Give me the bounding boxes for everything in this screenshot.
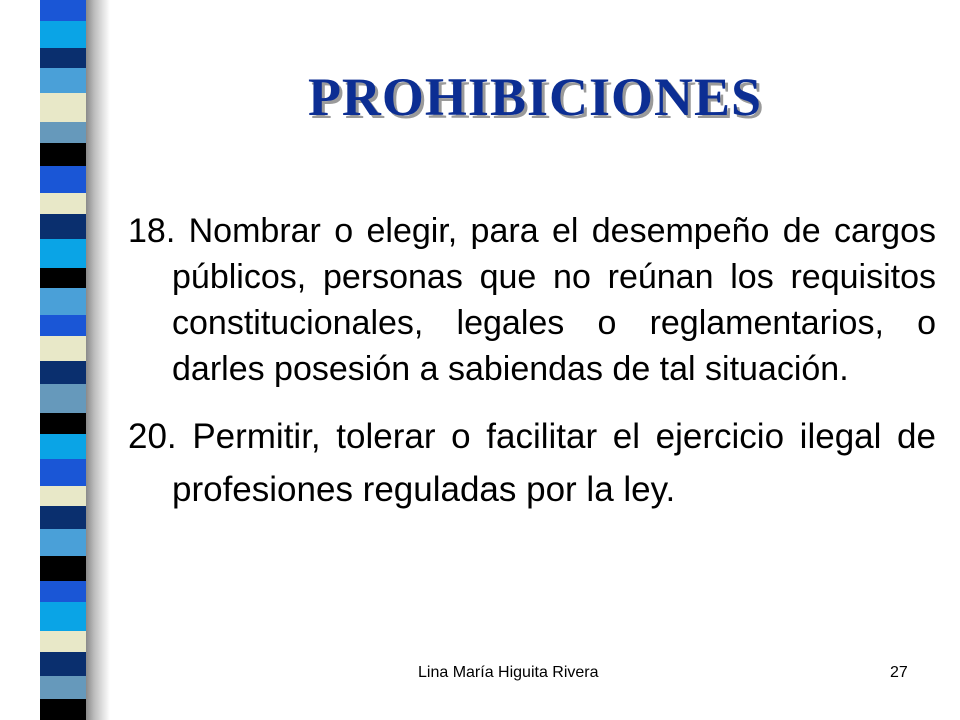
stripe-segment <box>40 143 86 166</box>
stripe-segment <box>40 556 86 581</box>
stripe-segment <box>40 486 86 507</box>
stripe-segment <box>40 0 86 21</box>
slide-content <box>128 208 936 516</box>
item-text-20: Permitir, tolerar o facilitar el ejercicio ilegal de profesiones reguladas por la ley. <box>172 417 936 509</box>
stripe-segment <box>40 384 86 413</box>
stripe-segment <box>40 336 86 361</box>
stripe-segment <box>40 529 86 556</box>
stripe-segment <box>40 699 86 720</box>
stripe-segment <box>40 506 86 529</box>
stripe-segment <box>40 459 86 486</box>
stripe-segment <box>40 602 86 631</box>
item-number-20: 20. <box>128 417 193 456</box>
stripe-segment <box>40 676 86 699</box>
stripe-segment <box>40 239 86 268</box>
slide-title: PROHIBICIONES <box>307 67 763 127</box>
stripe-segment <box>40 413 86 434</box>
stripe-segment <box>40 434 86 459</box>
stripe-segment <box>40 652 86 677</box>
item-number-18: 18. <box>128 212 189 250</box>
footer-author: Lina María Higuita Rivera <box>418 664 599 681</box>
list-item-20 <box>128 410 936 516</box>
item-text-18: Nombrar o elegir, para el desempeño de cargos públicos, personas que no reúnan los requisitos constitucionales, legales o reglamentarios, o darles posesión a sabiendas de tal situación. <box>172 212 937 388</box>
stripe-segment <box>40 268 86 289</box>
stripe-segment <box>40 166 86 193</box>
stripe-segment <box>40 315 86 336</box>
slide-number: 27 <box>890 664 908 681</box>
stripe-segment <box>40 581 86 602</box>
stripe-segment <box>40 193 86 214</box>
stripe-segment <box>40 214 86 239</box>
stripe-segment <box>40 361 86 384</box>
stripe-segment <box>40 21 86 48</box>
stripe-segment <box>40 288 86 315</box>
stripe-segment <box>40 631 86 652</box>
list-item-18 <box>128 208 936 392</box>
